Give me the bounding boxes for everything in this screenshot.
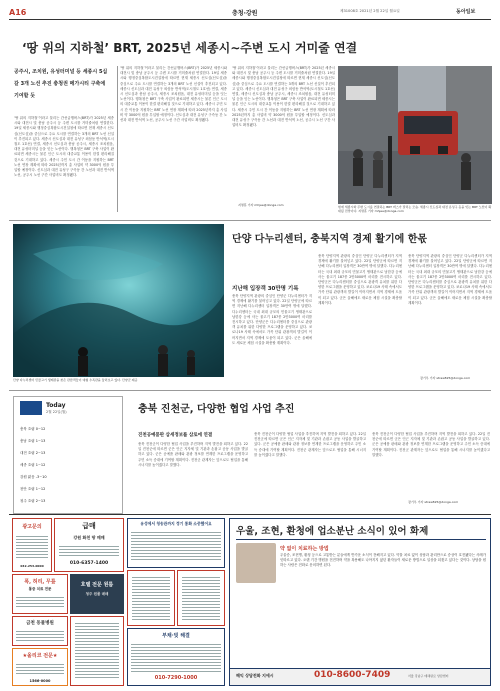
article1-headline: ‘땅 위의 지하철’ BRT, 2025년 세종시∼주변 도시 거미줄 연결: [22, 41, 358, 55]
ad-bank: 유성에서 청송관까지 정기 통화 소중했어요: [127, 518, 225, 568]
article3-reporter: 장기우 기자 straw825@donga.com: [408, 500, 459, 504]
column-divider: [117, 66, 118, 212]
ad-middle-1: [127, 570, 175, 626]
weather-row: 대전 흐림 2~13: [20, 451, 46, 455]
ad-estate: 광고문의 042-253-0000: [12, 518, 52, 572]
article1-photo-bus: [338, 66, 492, 204]
article3-body-col3: 충북 진천군이 다양한 협업 사업을 추진하며 지역 발전을 꾀하고 있다. 22일 진천군에 따르면 군은 인근 지자체 및 기관과 손잡고 공동 사업을 발굴하고 있다. 군은 공예품 판매와 관광 정보를 연계한 프로그램을 운영하고 주민 소득 증대에 기여할 계획이다. 진천군 관계자는 앞으로도 협업을 통해 시너지를 높이겠다고 말했다.: [372, 432, 490, 457]
weather-title: Today: [46, 402, 66, 409]
article2-subhead-visible: 지난해 입장객 30만명 기록: [232, 286, 299, 292]
article3-headline: 충북 진천군, 다양한 협업 사업 추진: [138, 404, 295, 415]
article3-body-col2: 충북 진천군이 다양한 협업 사업을 추진하며 지역 발전을 꾀하고 있다. 22일 진천군에 따르면 군은 인근 지자체 및 기관과 손잡고 공동 사업을 발굴하고 있다. 군은 공예품 판매와 관광 정보를 연계한 프로그램을 운영하고 주민 소득 증대에 기여할 계획이다. 진천군 관계자는 앞으로도 협업을 통해 시너지를 높이겠다고 말했다.: [254, 432, 366, 457]
ad-main-address: 서울 강남구 테헤란로 상담센터: [408, 674, 449, 678]
divider-2: [9, 390, 491, 391]
article1-body-col1: ‘땅 위의 지하철’이라고 불리는 간선급행버스(BRT)가 2025년 세종시와 대전시 및 충남 공주시 등 주변 도시를 거미줄처럼 연결한다. 19일 세종시와 행정중심복합도시건설청에 따르면 현재 세종시 신도심(신도심)을 중심으로 주요 도시를 연결하는 3개의 BRT 노선 신설이 추진되고 있다. 세종시 신도심과 대전 유성구 외삼동 반석역(도시철도 1호선) 연결, 세종시 신도심과 충남 공주시, 세종시 조치원읍, 대전 유성터미널 등을 잇는 노선이다. 행복청은 BRT 구축 사업이 완료되면 세종시는 물론 인근 도시의 대중교통 이용이 한결 편리해질 것으로 기대하고 있다. 세종시 주민 도시 간 이동을 지원하는 BRT 노선 연장 계획에 따라 2025년까지 총 사업비 약 3000억 원을 투입할 예정이다. 신도심과 대전 유성구 구즉동 간 노선과 대전 반석역 노선, 공주시 노선 구간 사업비도 확정됐다.: [14, 116, 114, 178]
ad-main-sub: 약 없이 치료하는 방법: [280, 546, 329, 552]
article2-reporter: 장기우 기자 straw825@donga.com: [420, 376, 471, 380]
ad-hotel: 호텔 전문 원룸 청주 원룸 매매: [70, 574, 124, 614]
weather-box: [13, 396, 123, 514]
page-number: A16: [9, 8, 27, 17]
article2-photo-caption: 단양 다누리센터 민물고기 생태관을 찾은 관람객들이 대형 수족관을 둘러보고 있다. 단양군 제공: [13, 378, 138, 382]
article2-photo-aquarium: [13, 224, 224, 377]
article2-body-col1: 충북 단양지역 관광의 중심인 단양군 다누리센터가 지역 경제에 활기를 불어넣고 있다. 22일 단양군에 따르면 지난해 다누리센터 입장객은 30만여 명에 달했다. 다누리센터는 국내 최대 규모의 민물고기 생태관으로 남한강 등에 사는 물고기 187종 2만3000여 마리를 전시하고 있다. 단양군은 다누리센터를 중심으로 관광객 유치를 위한 다양한 프로그램을 운영하고 있다. 코로나19 사태 속에서도 가족 단위 관광객의 발길이 이어지면서 지역 경제에 도움이 되고 있다. 군은 올해에도 새로운 체험 시설을 확충할 계획이다.: [232, 294, 312, 345]
article1-photo-caption: 현재 세종시와 주변 도시를 연결하는 BRT 버스가 달리는 모습. 세종시 신도심과 대전 유성구 등을 잇는 BRT 노선이 확대될 전망이다. 지명훈 기자 mhjee@donga.com: [338, 205, 492, 214]
ad-shop: ★올리코 전문★ 1566-0000: [12, 648, 68, 686]
weather-row: 세종 흐림 1~12: [20, 463, 46, 467]
ads-top-rule: [9, 514, 491, 515]
article3-subhead: 진천공예품판 삼세정보를 삼로에 연결: [138, 433, 213, 438]
ad-main: [229, 518, 491, 686]
article3-body-col1: 충북 진천군이 다양한 협업 사업을 추진하며 지역 발전을 꾀하고 있다. 22일 진천군에 따르면 군은 인근 지자체 및 기관과 손잡고 공동 사업을 발굴하고 있다. 군은 공예품 판매와 관광 정보를 연계한 프로그램을 운영하고 주민 소득 증대에 기여할 계획이다. 진천군 관계자는 앞으로도 협업을 통해 시너지를 높이겠다고 말했다.: [138, 442, 248, 467]
ad-main-footer: 혜익 상담전화 지에시: [236, 673, 274, 678]
ad-sale: 급매 강원 화천 땅 매매 010-6357-1400: [54, 518, 124, 572]
article2-headline: 단양 다누리센터, 충북지역 경제 활기에 한몫: [232, 234, 428, 245]
weather-subtitle: 2월 22일(월): [46, 410, 67, 414]
ad-misc-1: [70, 616, 124, 686]
ad-main-divider: [236, 539, 486, 540]
weather-logo-icon: [20, 401, 42, 415]
article1-reporter: 지명훈 기자 mhjee@donga.com: [238, 203, 284, 207]
article1-body-col3: ‘땅 위의 지하철’이라고 불리는 간선급행버스(BRT)가 2025년 세종시와 대전시 및 충남 공주시 등 주변 도시를 거미줄처럼 연결한다. 19일 세종시와 행정중심복합도시건설청에 따르면 현재 세종시 신도심(신도심)을 중심으로 주요 도시를 연결하는 3개의 BRT 노선 신설이 추진되고 있다. 세종시 신도심과 대전 유성구 외삼동 반석역(도시철도 1호선) 연결, 세종시 신도심과 충남 공주시, 세종시 조치원읍, 대전 유성터미널 등을 잇는 노선이다. 행복청은 BRT 구축 사업이 완료되면 세종시는 물론 인근 도시의 대중교통 이용이 한결 편리해질 것으로 기대하고 있다. 세종시 주민 도시 간 이동을 지원하는 BRT 노선 연장 계획에 따라 2025년까지 총 사업비 약 3000억 원을 투입할 예정이다. 신도심과 대전 유성구 구즉동 간 노선과 대전 반석역 노선, 공주시 노선 구간 사업비도 확정됐다.: [232, 66, 335, 128]
masthead-date: 제31008호 2021년 2월 22일 월요일: [340, 9, 400, 13]
paper-name: 동아일보: [456, 9, 476, 15]
article2-body-col3: 충북 단양지역 관광의 중심인 단양군 다누리센터가 지역 경제에 활기를 불어넣고 있다. 22일 단양군에 따르면 지난해 다누리센터 입장객은 30만여 명에 달했다. 다누리센터는 국내 최대 규모의 민물고기 생태관으로 남한강 등에 사는 물고기 187종 2만3000여 마리를 전시하고 있다. 단양군은 다누리센터를 중심으로 관광객 유치를 위한 다양한 프로그램을 운영하고 있다. 코로나19 사태 속에서도 가족 단위 관광객의 발길이 이어지면서 지역 경제에 도움이 되고 있다. 군은 올해에도 새로운 체험 시설을 확충할 계획이다.: [408, 254, 492, 305]
weather-row: 천안 흐림 1~12: [20, 487, 46, 491]
divider-1: [9, 220, 491, 221]
section-label: 충청·강원: [232, 10, 258, 17]
ad-main-phone: 010-8600-7409: [314, 670, 391, 680]
ad-main-footer-bar: [230, 668, 490, 685]
article1-lead: 공주시, 조치원, 유성터미널 등 세종시 5십갈 3개 노선 추진 충청권 메가시티 구축에 기여할 듯: [14, 69, 108, 99]
ad-main-body: 우울증, 조현병, 환청 등으로 고통받는 분들에게 반가운 소식이 전해지고 있다. 약물 치료 없이 상담과 관리만으로 증상이 호전됐다는 사례가 잇따르고 있다. 오랜 기간 병원을 전전하며 약을 복용해도 나아지지 않던 환자들이 새로운 방법으로 일상을 되찾고 있다는 것이다. 상담을 원하는 사람은 전화로 문의하면 된다.: [280, 553, 486, 568]
weather-row: 청주 흐림 2~13: [20, 499, 46, 503]
ad-loan: 부채·빚 해결 010-7290-1000: [127, 628, 225, 686]
weather-row: 충남 흐림 1~13: [20, 439, 46, 443]
ad-main-title: 우울, 조현, 환청에 업소분난 소식이 있어 화제: [236, 526, 429, 537]
ad-rent: 폭, 허리, 무릎 통증 치료 전문: [12, 574, 68, 614]
ad-main-photo: [236, 543, 276, 583]
ad-clinic: 금천 동물병원: [12, 616, 68, 646]
ad-middle-2: [177, 570, 225, 626]
article1-body-col2: ‘땅 위의 지하철’이라고 불리는 간선급행버스(BRT)가 2025년 세종시와 대전시 및 충남 공주시 등 주변 도시를 거미줄처럼 연결한다. 19일 세종시와 행정중심복합도시건설청에 따르면 현재 세종시 신도심(신도심)을 중심으로 주요 도시를 연결하는 3개의 BRT 노선 신설이 추진되고 있다. 세종시 신도심과 대전 유성구 외삼동 반석역(도시철도 1호선) 연결, 세종시 신도심과 충남 공주시, 세종시 조치원읍, 대전 유성터미널 등을 잇는 노선이다. 행복청은 BRT 구축 사업이 완료되면 세종시는 물론 인근 도시의 대중교통 이용이 한결 편리해질 것으로 기대하고 있다. 세종시 주민 도시 간 이동을 지원하는 BRT 노선 연장 계획에 따라 2025년까지 총 사업비 약 3000억 원을 투입할 예정이다. 신도심과 대전 유성구 구즉동 간 노선과 대전 반석역 노선, 공주시 노선 구간 사업비도 확정됐다.: [120, 66, 227, 123]
header-rule: [9, 19, 491, 20]
article2-body-col2: 충북 단양지역 관광의 중심인 단양군 다누리센터가 지역 경제에 활기를 불어넣고 있다. 22일 단양군에 따르면 지난해 다누리센터 입장객은 30만여 명에 달했다. 다누리센터는 국내 최대 규모의 민물고기 생태관으로 남한강 등에 사는 물고기 187종 2만3000여 마리를 전시하고 있다. 단양군은 다누리센터를 중심으로 관광객 유치를 위한 다양한 프로그램을 운영하고 있다. 코로나19 사태 속에서도 가족 단위 관광객의 발길이 이어지면서 지역 경제에 도움이 되고 있다. 군은 올해에도 새로운 체험 시설을 확충할 계획이다.: [318, 254, 402, 305]
weather-row: 강원 맑음 -3~10: [20, 475, 47, 479]
weather-row: 충북 흐림 0~12: [20, 427, 46, 431]
